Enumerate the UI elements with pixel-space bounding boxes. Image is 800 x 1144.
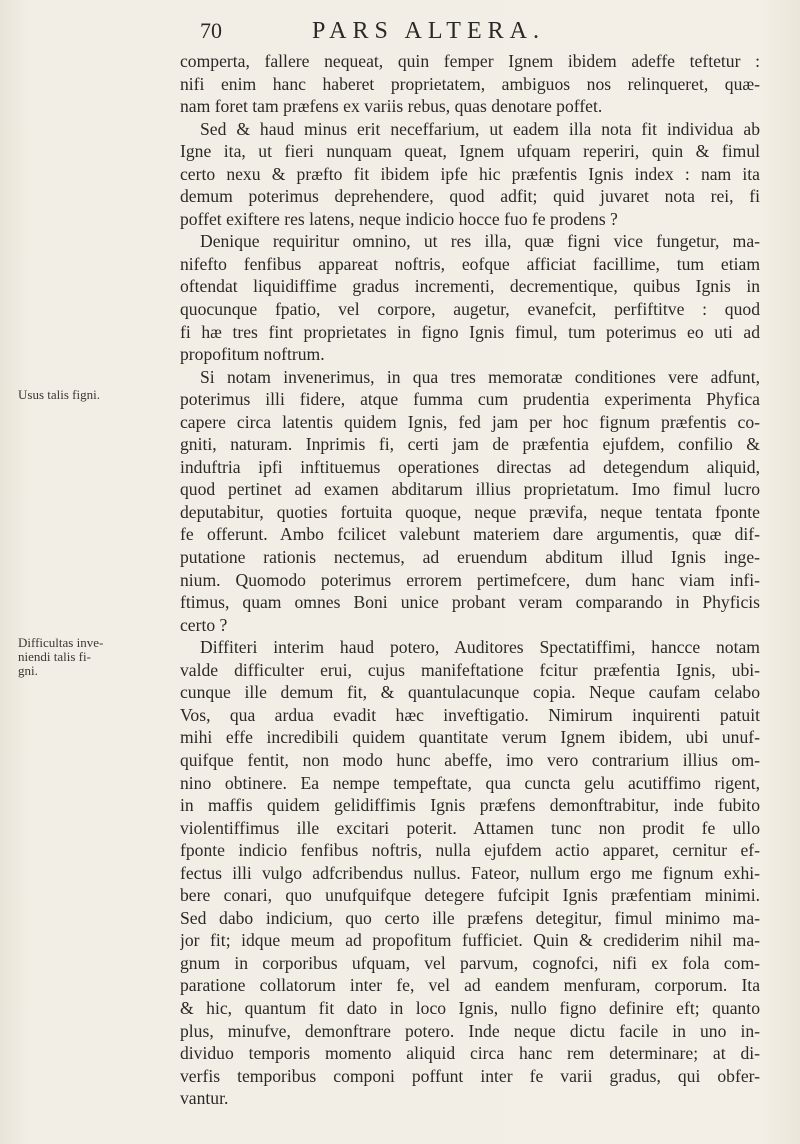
- text-line: nam foret tam præfens ex variis rebus, quas denotare poffet.: [180, 96, 603, 117]
- page-header: [200, 18, 620, 52]
- text-line: fi hæ tres fint proprietates in figno Ignis fimul, tum poterimus eo uti ad: [180, 321, 760, 342]
- running-head: PARS ALTERA.: [312, 18, 545, 44]
- text-line: ftimus, quam omnes Boni unice probant veram comparando in Phyficis: [180, 592, 760, 613]
- text-line: quod pertinet ad examen abditarum illius proprietatum. Imo fimul lucro: [180, 479, 760, 500]
- text-line: cunque ille demum fit, & quantulacunque copia. Neque caufam celabo: [180, 682, 760, 703]
- marginal-note-line: gni.: [18, 663, 38, 678]
- text-line: nifefto fenfibus appareat noftris, eofque afficiat facillime, tum etiam: [180, 253, 760, 274]
- text-line: capere circa latentis quidem Ignis, fed jam per hoc fignum præfentis co-: [180, 411, 760, 432]
- text-line: Si notam invenerimus, in qua tres memoratæ conditiones vere adfunt,: [200, 366, 760, 387]
- text-line: putatione rationis nectemus, ad eruendum abditum illud Ignis inge-: [180, 547, 760, 568]
- text-line: induftria ipfi inftituemus operationes directas ad detegendum aliquid,: [180, 456, 760, 477]
- text-line: bere conari, quo unufquifque detegere fufcipit Ignis præfentiam minimi.: [180, 885, 760, 906]
- text-line: oftendat liquidiffime gradus incrementi, decrementique, quibus Ignis in: [180, 276, 760, 297]
- text-line: Diffiteri interim haud potero, Auditores Spectatiffimi, hancce notam: [200, 637, 760, 658]
- text-line: Vos, qua ardua evadit hæc inveftigatio. Nimirum inquirenti patuit: [180, 704, 760, 725]
- text-line: certo ?: [180, 614, 228, 635]
- text-line: quifque fentit, non modo hunc abeffe, imo vero contrarium illius om-: [180, 749, 760, 770]
- text-line: poffet exiftere res latens, neque indicio hocce fuo fe prodens ?: [180, 208, 618, 229]
- text-line: quocunque fpatio, vel corpore, augetur, evanefcit, perfiftitve : quod: [180, 299, 760, 320]
- marginal-note-line: Usus talis figni.: [18, 387, 100, 402]
- text-line: demum poterimus deprehendere, quod adfit; quid juvaret nota rei, fi: [180, 186, 760, 207]
- text-line: Sed & haud minus erit neceffarium, ut eadem illa nota fit individua ab: [200, 118, 760, 139]
- text-line: violentiffimus ille excitari poterit. Attamen tunc non prodit fe ullo: [180, 817, 760, 838]
- marginal-note-usus: [18, 388, 168, 402]
- text-line: Denique requiritur omnino, ut res illa, quæ figni vice fungetur, ma-: [200, 231, 760, 252]
- text-line: gniti, naturam. Inprimis fi, certi jam de præfentia ejufdem, confilio &: [180, 434, 760, 455]
- text-line: nino obtinere. Ea nempe tempeftate, qua cuncta gelu acutiffimo rigent,: [180, 772, 760, 793]
- text-line: Igne ita, ut fieri nunquam queat, Ignem ufquam reperiri, quin & fimul: [180, 141, 760, 162]
- text-line: & hic, quantum fit dato in loco Ignis, nullo figno definire eft; quanto: [180, 997, 760, 1018]
- body-text: [180, 50, 760, 1110]
- marginal-note-line: Difficultas inve-: [18, 635, 104, 650]
- text-line: vantur.: [180, 1088, 229, 1109]
- marginal-note-difficultas: [18, 636, 168, 678]
- text-line: verfis temporibus componi poffunt inter fe varii gradus, qui obfer-: [180, 1065, 760, 1086]
- marginal-note-line: niendi talis fi-: [18, 649, 91, 664]
- text-line: mihi effe incredibili quidem quantitate verum Ignem ibidem, ubi unuf-: [180, 727, 760, 748]
- page-number: 70: [200, 18, 222, 43]
- text-line: propofitum noftrum.: [180, 344, 325, 365]
- text-line: gnum in corporibus ufquam, vel parvum, cognofci, nifi ex fola com-: [180, 952, 760, 973]
- text-line: poterimus illi fidere, atque fumma cum prudentia experimenta Phyfica: [180, 389, 760, 410]
- text-line: plus, minufve, demonftrare potero. Inde neque dictu facile in uno in-: [180, 1020, 760, 1041]
- text-line: fponte indicio fenfibus noftris, nulla ejufdem actio apparet, cernitur ef-: [180, 840, 760, 861]
- text-line: dividuo temporis momento aliquid circa hanc rem determinare; at di-: [180, 1043, 760, 1064]
- text-line: certo nexu & præfto fit ibidem ipfe hic præfentis Ignis index : nam ita: [180, 163, 760, 184]
- text-line: paratione collatorum inter fe, vel ad eandem menfuram, corporum. Ita: [180, 975, 760, 996]
- text-line: jor fit; idque meum ad propofitum fufficiet. Quin & crediderim nihil ma-: [180, 930, 760, 951]
- text-line: in maffis quidem gelidiffimis Ignis præfens demonftrabitur, inde fubito: [180, 795, 760, 816]
- text-line: deputabitur, quoties fortuita quoque, neque prævifa, neque tentata fponte: [180, 501, 760, 522]
- text-line: nifi enim hanc haberet proprietatem, ambiguos nos relinqueret, quæ-: [180, 73, 760, 94]
- text-line: nium. Quomodo poterimus errorem pertimefcere, dum hanc viam infi-: [180, 569, 760, 590]
- text-line: fectus illi vulgo adfcribendus nullus. Fateor, nullum ergo me fignum exhi-: [180, 862, 760, 883]
- text-line: Sed dabo indicium, quo certo ille præfens detegitur, fimul minimo ma-: [180, 907, 760, 928]
- text-line: fe offerunt. Ambo fcilicet valebunt materiem dare argumentis, quæ dif-: [180, 524, 760, 545]
- text-line: valde difficulter erui, cujus manifeftatione fcitur præfentia Ignis, ubi-: [180, 659, 760, 680]
- text-line: comperta, fallere nequeat, quin femper Ignem ibidem adeffe teftetur :: [180, 51, 760, 71]
